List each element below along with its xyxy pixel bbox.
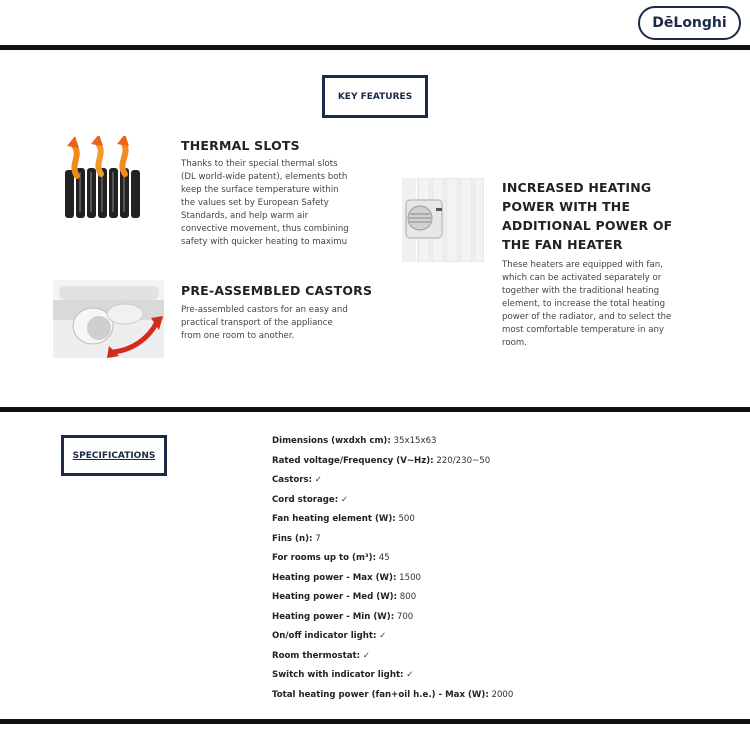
delonghi-logo[interactable] — [638, 6, 741, 40]
spec-row: Total heating power (fan+oil h.e.) - Max (W): 2000 — [272, 689, 514, 700]
thermal-slots-title: THERMAL SLOTS — [181, 138, 300, 153]
logo-text: DēLonghi — [652, 15, 727, 31]
spec-row: Heating power - Max (W): 1500 — [272, 572, 422, 583]
fan-heater-image — [402, 178, 484, 262]
top-divider — [0, 45, 750, 50]
fan-heater-title: INCREASED HEATING POWER WITH THE ADDITIONAL POWER OF THE FAN HEATER — [502, 180, 673, 252]
spec-row: Fins (n): 7 — [272, 533, 321, 544]
bottom-divider — [0, 719, 750, 724]
key-features-heading — [322, 75, 428, 118]
fan-heater-description: These heaters are equipped with fan, which can be activated separately or together with the traditional heating element, to increase the total heating power of the radiator, and to select the most comfortable temperature in any room. — [502, 260, 672, 348]
spec-row: Castors: ✓ — [272, 475, 322, 485]
key-features-heading-text: KEY FEATURES — [337, 91, 413, 102]
castors-title: PRE-ASSEMBLED CASTORS — [181, 283, 373, 298]
spec-row: Room thermostat: ✓ — [272, 650, 371, 661]
middle-divider — [0, 407, 750, 412]
castors-image — [53, 280, 164, 358]
spec-row: Heating power - Med (W): 800 — [272, 592, 417, 602]
specifications-heading — [61, 435, 167, 476]
specifications-list — [272, 436, 513, 709]
thermal-slots-image — [63, 136, 149, 220]
spec-row: On/off indicator light: ✓ — [272, 631, 387, 641]
specifications-heading-text: SPECIFICATIONS — [72, 450, 156, 461]
castors-description: Pre-assembled castors for an easy and practical transport of the appliance from one room to another. — [181, 305, 348, 341]
spec-row: Switch with indicator light: ✓ — [272, 670, 414, 680]
spec-row: Dimensions (wxdxh cm): 35x15x63 — [272, 436, 437, 446]
spec-row: For rooms up to (m³): 45 — [272, 553, 390, 563]
spec-row: Fan heating element (W): 500 — [272, 514, 415, 524]
thermal-slots-description: Thanks to their special thermal slots (DL world-wide patent), elements both keep the surface temperature within the values set by European Safety Standards, and help warm air convective movement, thus combining safety with quicker heating to maximu — [181, 159, 349, 247]
spec-row: Rated voltage/Frequency (V~Hz): 220/230~50 — [272, 455, 491, 466]
spec-row: Heating power - Min (W): 700 — [272, 611, 414, 622]
spec-row: Cord storage: ✓ — [272, 494, 349, 505]
